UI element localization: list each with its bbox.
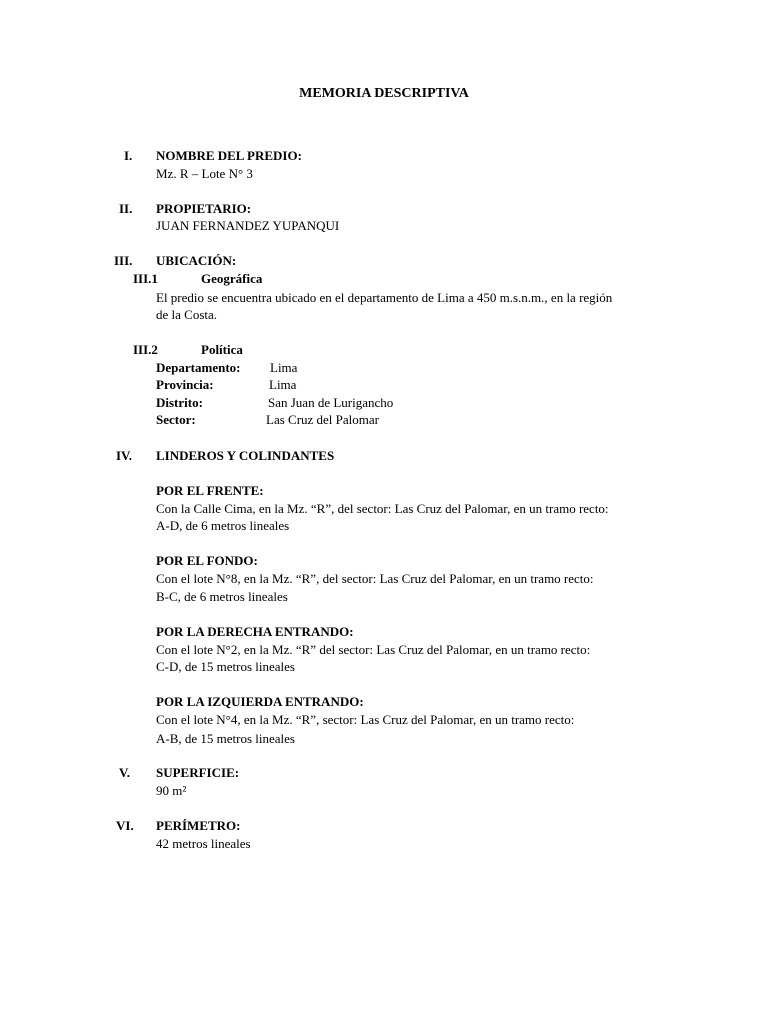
value-distrito: San Juan de Lurigancho bbox=[268, 395, 394, 410]
subsection-3-1-heading: Geográfica bbox=[201, 271, 263, 286]
section-3-number: III. bbox=[114, 253, 133, 268]
boundary-front-line: Con la Calle Cima, en la Mz. “R”, del sector: Las Cruz del Palomar, en un tramo recto: bbox=[156, 501, 609, 516]
boundary-left-heading: POR LA IZQUIERDA ENTRANDO: bbox=[156, 694, 364, 709]
section-1-number: I. bbox=[124, 148, 133, 163]
boundary-back-line: B-C, de 6 metros lineales bbox=[156, 589, 288, 604]
label-provincia: Provincia: bbox=[156, 377, 214, 392]
section-2-heading: PROPIETARIO: bbox=[156, 201, 252, 216]
boundary-right-line: C-D, de 15 metros lineales bbox=[156, 659, 295, 674]
label-departamento: Departamento: bbox=[156, 360, 241, 375]
section-3-heading: UBICACIÓN: bbox=[156, 253, 237, 268]
value-provincia: Lima bbox=[269, 377, 297, 392]
label-sector: Sector: bbox=[156, 412, 196, 427]
boundary-left-line: A-B, de 15 metros lineales bbox=[156, 731, 295, 746]
label-distrito: Distrito: bbox=[156, 395, 203, 410]
section-4-heading: LINDEROS Y COLINDANTES bbox=[156, 448, 335, 463]
boundary-front-heading: POR EL FRENTE: bbox=[156, 483, 264, 498]
subsection-3-1-line: de la Costa. bbox=[156, 307, 218, 322]
value-departamento: Lima bbox=[270, 360, 298, 375]
section-5-value: 90 m² bbox=[156, 783, 187, 798]
section-2-number: II. bbox=[119, 201, 133, 216]
boundary-left-line: Con el lote N°4, en la Mz. “R”, sector: Las Cruz del Palomar, en un tramo recto: bbox=[156, 712, 575, 727]
value-sector: Las Cruz del Palomar bbox=[266, 412, 379, 427]
section-2-value: JUAN FERNANDEZ YUPANQUI bbox=[156, 218, 340, 233]
section-1-heading: NOMBRE DEL PREDIO: bbox=[156, 148, 302, 163]
subsection-3-1-number: III.1 bbox=[133, 271, 158, 286]
section-5-heading: SUPERFICIE: bbox=[156, 765, 240, 780]
section-5-number: V. bbox=[119, 765, 130, 780]
boundary-back-line: Con el lote N°8, en la Mz. “R”, del sector: Las Cruz del Palomar, en un tramo recto: bbox=[156, 571, 594, 586]
subsection-3-2-number: III.2 bbox=[133, 342, 158, 357]
section-6-value: 42 metros lineales bbox=[156, 836, 251, 851]
subsection-3-2-heading: Política bbox=[201, 342, 243, 357]
section-4-number: IV. bbox=[116, 448, 133, 463]
section-1-value: Mz. R – Lote N° 3 bbox=[156, 166, 253, 181]
boundary-front-line: A-D, de 6 metros lineales bbox=[156, 518, 290, 533]
boundary-right-heading: POR LA DERECHA ENTRANDO: bbox=[156, 624, 354, 639]
document-title: MEMORIA DESCRIPTIVA bbox=[299, 86, 469, 101]
subsection-3-1-line: El predio se encuentra ubicado en el departamento de Lima a 450 m.s.n.m., en la región bbox=[156, 290, 613, 305]
section-6-heading: PERÍMETRO: bbox=[156, 818, 241, 833]
boundary-right-line: Con el lote N°2, en la Mz. “R” del sector: Las Cruz del Palomar, en un tramo recto: bbox=[156, 642, 591, 657]
section-6-number: VI. bbox=[116, 818, 134, 833]
boundary-back-heading: POR EL FONDO: bbox=[156, 553, 258, 568]
